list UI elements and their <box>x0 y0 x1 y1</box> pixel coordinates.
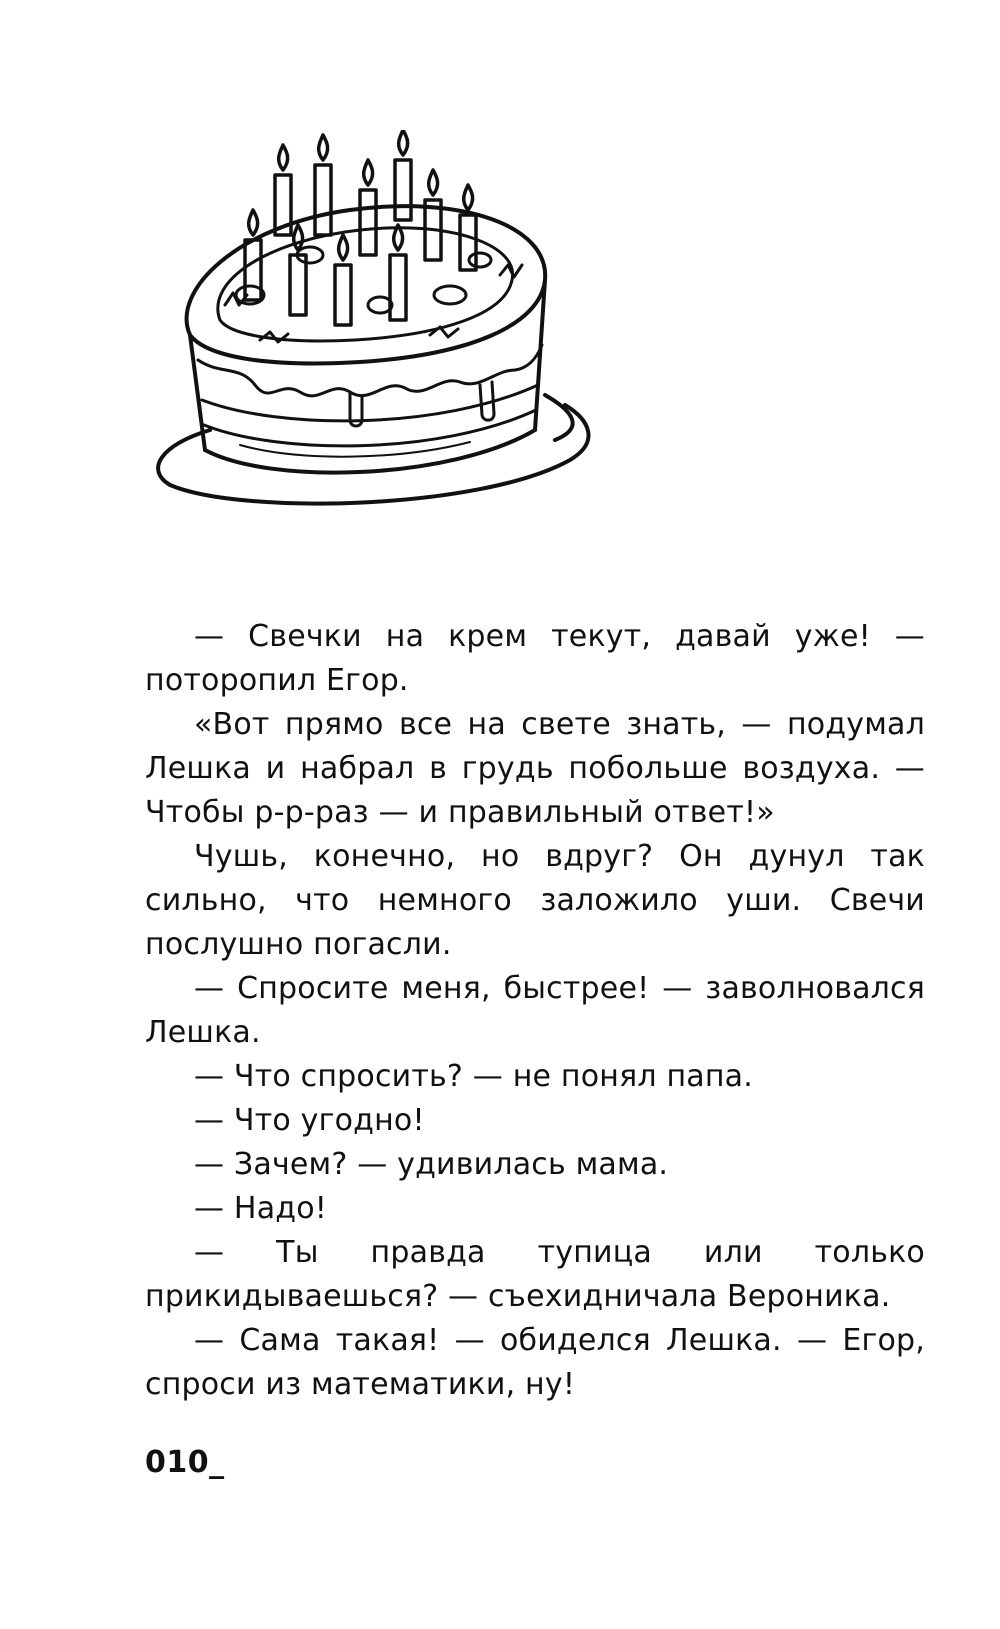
flame-3 <box>364 160 373 185</box>
paragraph-1: — Свечки на крем текут, давай уже! — поторопил Егор. <box>145 619 925 698</box>
candle-4 <box>395 160 411 220</box>
paragraph-5: — Что спросить? — не понял папа. <box>194 1059 753 1094</box>
cake-layer-1 <box>202 385 538 421</box>
flame-2 <box>319 135 328 160</box>
flame-9 <box>339 235 348 260</box>
paragraph-8: — Надо! <box>194 1191 328 1226</box>
cake-bottom <box>205 430 535 473</box>
cake-layer-2 <box>204 410 536 446</box>
candle-10 <box>390 255 406 320</box>
cream-drip-layer <box>198 345 542 396</box>
paragraph-4: — Спросите меня, быстрее! — заволновался Лешка. <box>145 971 925 1050</box>
flame-6 <box>464 185 473 210</box>
paragraph-6: — Что угодно! <box>194 1103 425 1138</box>
paragraph-10: — Сама такая! — обиделся Лешка. — Егор, спроси из математики, ну! <box>145 1323 925 1402</box>
cream-rosettes <box>225 265 522 342</box>
paragraph-9: — Ты правда тупица или только прикидываешься? — съехидничала Вероника. <box>145 1235 925 1314</box>
cake-layer-3 <box>240 442 470 457</box>
plate-inner <box>545 395 573 440</box>
candle-7 <box>245 240 261 300</box>
candle-8 <box>290 255 306 315</box>
flame-10 <box>394 225 403 250</box>
cake-illustration <box>150 130 620 530</box>
flame-4 <box>399 130 408 155</box>
cookie-deco-5 <box>469 253 491 267</box>
flame-7 <box>249 210 258 235</box>
flame-1 <box>279 145 288 170</box>
flame-5 <box>429 170 438 195</box>
page-number: 010_ <box>145 1445 225 1480</box>
paragraph-2: «Вот прямо все на свете знать, — подумал Лешка и набрал в грудь побольше воздуха. — Чтобы р-р-раз — и правильный ответ!» <box>145 707 925 830</box>
story-text <box>145 615 925 1407</box>
flame-8 <box>294 225 303 250</box>
candle-9 <box>335 265 351 325</box>
paragraph-3: Чушь, конечно, но вдруг? Он дунул так сильно, что немного заложило уши. Свечи послушно погасли. <box>145 839 925 962</box>
candle-3 <box>360 190 376 255</box>
paragraph-7: — Зачем? — удивилась мама. <box>194 1147 669 1182</box>
cookie-deco-3 <box>434 286 466 304</box>
candle-2 <box>315 165 331 235</box>
